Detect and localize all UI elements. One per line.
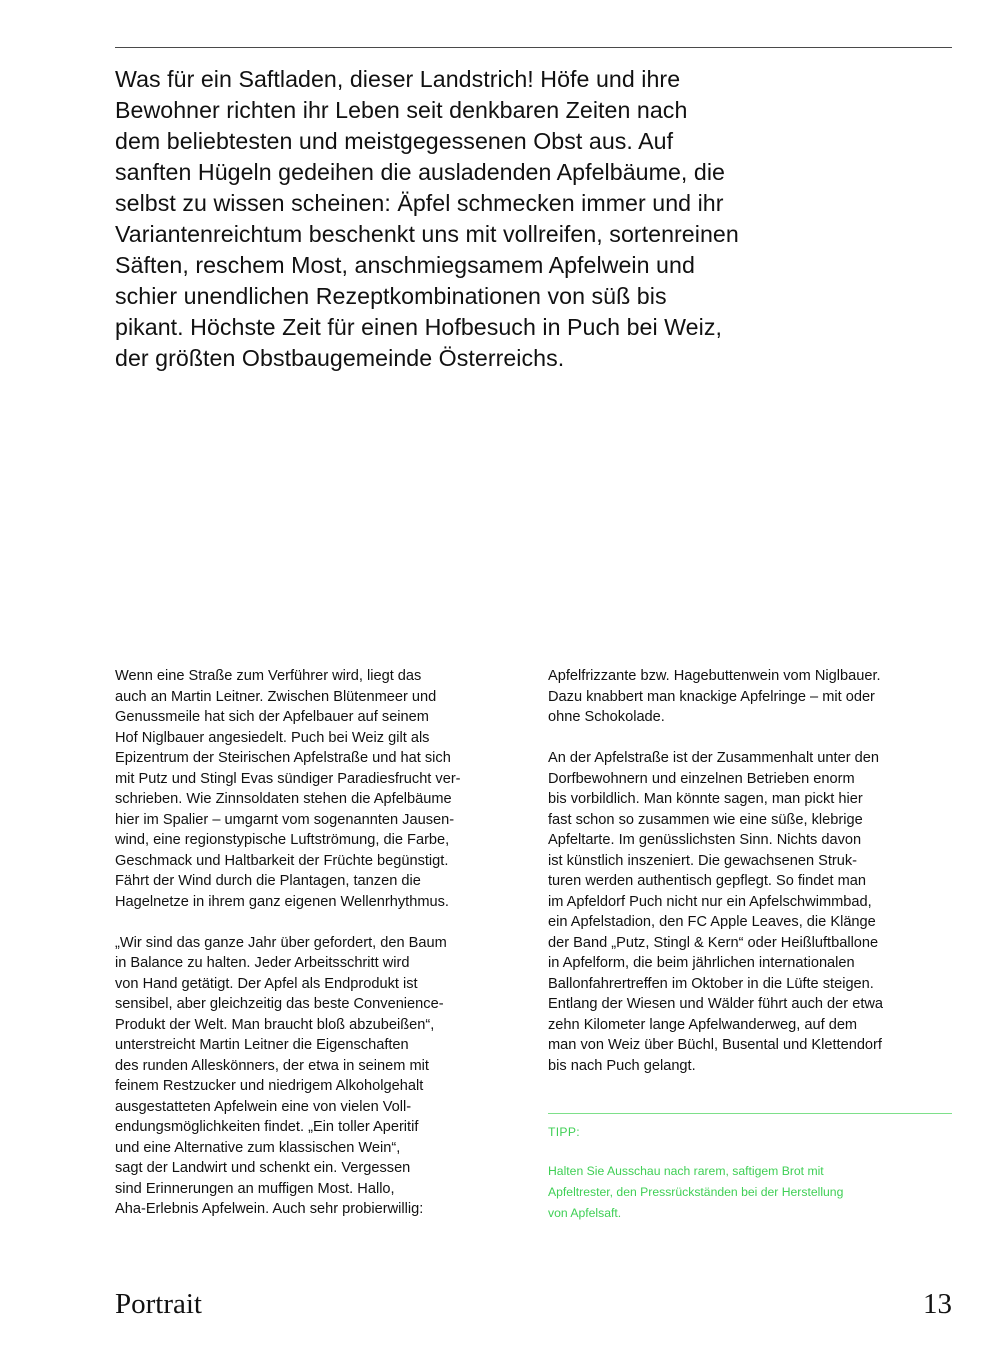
text-line: bis nach Puch gelangt. [548,1057,696,1074]
lead-line: sanften Hügeln gedeihen die ausladenden Apfelbäume, die [115,159,725,185]
text-line: fast schon so zusammen wie eine süße, klebrige [548,811,863,828]
text-line: in Balance zu halten. Jeder Arbeitsschritt wird [115,955,410,971]
text-line: Aha-Erlebnis Apfelwein. Auch sehr probierwillig: [115,1201,424,1217]
text-line: hier im Spalier – umgarnt vom sogenannten Jausen- [115,811,455,828]
footer-section-title: Portrait [115,1288,202,1320]
text-line: wind, eine regionstypische Luftströmung, die Farbe, [115,832,450,848]
text-line: man von Weiz über Büchl, Busental und Klettendorf [548,1037,882,1053]
tip-line: von Apfelsaft. [548,1206,622,1220]
text-line: ausgestatteten Apfelwein eine von vielen Voll- [115,1098,412,1115]
text-line: feinem Restzucker und niedrigem Alkoholgehalt [115,1078,424,1094]
tip-text [548,1161,952,1224]
lead-line: Bewohner richten ihr Leben seit denkbaren Zeiten nach [115,97,688,123]
lead-line: der größten Obstbaugemeinde Österreichs. [115,345,565,371]
text-line: turen werden authentisch gepflegt. So findet man [548,873,867,889]
text-line: im Apfeldorf Puch nicht nur ein Apfelschwimmbad, [548,893,872,910]
text-line: Entlang der Wiesen und Wälder führt auch der etwa [548,996,884,1012]
page-number: 13 [923,1288,952,1320]
text-line: zehn Kilometer lange Apfelwanderweg, auf dem [548,1016,858,1033]
body-paragraph [548,666,963,728]
top-divider [115,47,952,48]
text-line: An der Apfelstraße ist der Zusammenhalt unter den [548,750,879,766]
text-line: „Wir sind das ganze Jahr über gefordert, den Baum [115,934,447,951]
tip-divider [548,1113,952,1114]
text-line: von Hand getätigt. Der Apfel als Endprodukt ist [115,975,418,992]
lead-line: Säften, reschem Most, anschmiegsamem Apfelwein und [115,252,695,278]
text-line: auch an Martin Leitner. Zwischen Blütenmeer und [115,688,437,705]
lead-paragraph [115,64,805,374]
text-line: Hof Niglbauer angesiedelt. Puch bei Weiz gilt als [115,729,430,746]
text-line: endungsmöglichkeiten findet. „Ein toller Aperitif [115,1119,419,1135]
text-line: in Apfelform, die beim jährlichen internationalen [548,955,855,971]
lead-line: selbst zu wissen scheinen: Äpfel schmecken immer und ihr [115,190,724,216]
text-line: sind Erinnerungen an muffigen Most. Hallo, [115,1180,395,1197]
text-line: Geschmack und Haltbarkeit der Früchte begünstigt. [115,852,449,869]
paragraph-gap [548,728,963,749]
text-line: Ballonfahrertreffen im Oktober in die Lüfte steigen. [548,975,874,992]
body-column-left [115,666,530,1220]
text-line: Produkt der Welt. Man braucht bloß abzubeißen“, [115,1016,435,1033]
body-paragraph [115,933,530,1220]
text-line: Dazu knabbert man knackige Apfelringe – mit oder [548,688,875,705]
text-line: sensibel, aber gleichzeitig das beste Convenience- [115,996,444,1012]
text-line: sagt der Landwirt und schenkt ein. Vergessen [115,1160,411,1176]
text-line: Genussmeile hat sich der Apfelbauer auf seinem [115,709,429,725]
text-line: ist künstlich inszeniert. Die gewachsenen Struk- [548,852,858,869]
text-line: Apfeltarte. Im genüsslichsten Sinn. Nichts davon [548,832,862,848]
text-line: schrieben. Wie Zinnsoldaten stehen die Apfelbäume [115,791,452,807]
text-line: und eine Alternative zum klassischen Wein“, [115,1139,401,1156]
text-line: bis vorbildlich. Man könnte sagen, man pickt hier [548,791,863,807]
body-paragraph [548,748,963,1076]
paragraph-gap [115,912,530,933]
text-line: Dorfbewohnern und einzelnen Betrieben enorm [548,770,855,787]
text-line: ohne Schokolade. [548,709,665,725]
tip-line: Halten Sie Ausschau nach rarem, saftigem Brot mit [548,1164,824,1178]
tip-label: TIPP: [548,1125,580,1139]
lead-line: Was für ein Saftladen, dieser Landstrich! Höfe und ihre [115,66,681,92]
lead-line: dem beliebtesten und meistgegessenen Obst aus. Auf [115,128,674,154]
lead-line: schier unendlichen Rezeptkombinationen von süß bis [115,283,667,309]
text-line: Epizentrum der Steirischen Apfelstraße und hat sich [115,750,451,766]
text-line: ein Apfelstadion, den FC Apple Leaves, die Klänge [548,914,876,930]
text-line: Fährt der Wind durch die Plantagen, tanzen die [115,873,421,889]
tip-line: Apfeltrester, den Pressrückständen bei der Herstellung [548,1185,844,1199]
text-line: unterstreicht Martin Leitner die Eigenschaften [115,1037,409,1053]
lead-line: Variantenreichtum beschenkt uns mit vollreifen, sortenreinen [115,221,739,247]
text-line: Wenn eine Straße zum Verführer wird, liegt das [115,668,422,684]
lead-line: pikant. Höchste Zeit für einen Hofbesuch in Puch bei Weiz, [115,314,722,340]
text-line: des runden Alleskönners, der etwa in seinem mit [115,1057,429,1074]
text-line: der Band „Putz, Stingl & Kern“ oder Heißluftballone [548,934,879,951]
text-line: mit Putz und Stingl Evas sündiger Paradiesfrucht ver- [115,770,461,787]
body-column-right [548,666,963,1076]
body-paragraph [115,666,530,912]
text-line: Apfelfrizzante bzw. Hagebuttenwein vom Niglbauer. [548,668,881,684]
text-line: Hagelnetze in ihrem ganz eigenen Wellenrhythmus. [115,893,449,910]
